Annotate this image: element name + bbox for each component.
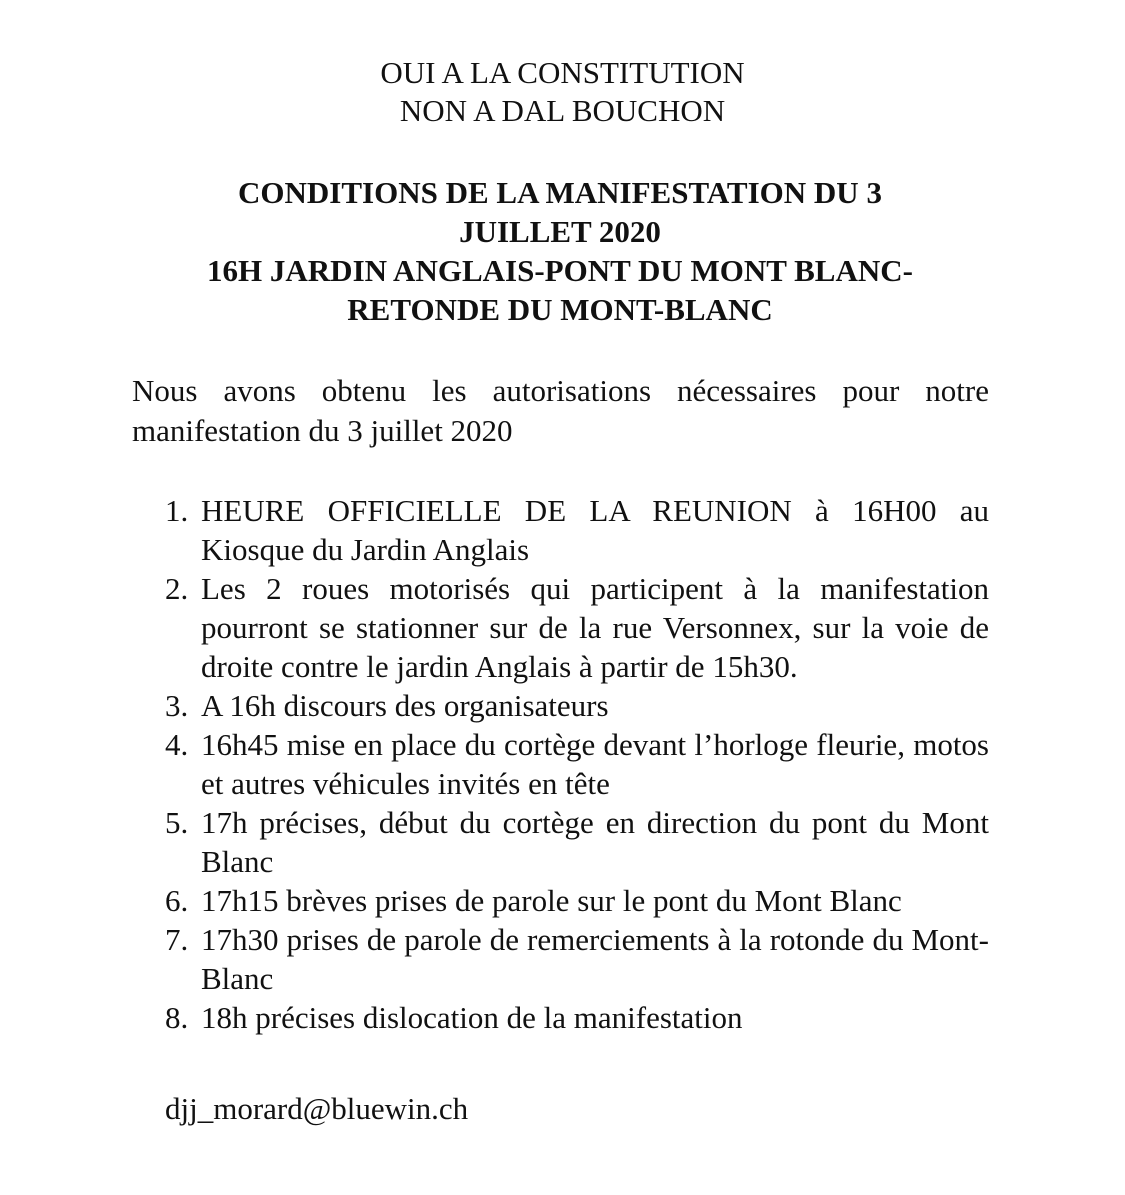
list-item	[165, 998, 989, 1037]
list-item-text: Les 2 roues motorisés qui participent à la manifestation pourront se stationner sur de la rue Versonnex, sur la voie de droite contre le jardin Anglais à partir de 15h30.	[201, 571, 989, 684]
list-item	[165, 803, 989, 881]
schedule-list	[165, 491, 989, 1037]
contact-email: djj_morard@bluewin.ch	[165, 1091, 469, 1126]
list-item	[165, 569, 989, 686]
list-item-text: A 16h discours des organisateurs	[201, 688, 609, 723]
list-item-number: 6.	[165, 883, 189, 918]
list-item-number: 3.	[165, 688, 189, 723]
list-item-text: 18h précises dislocation de la manifestation	[201, 1000, 743, 1035]
list-item-number: 7.	[165, 922, 189, 957]
title-line-2: JUILLET 2020	[459, 214, 661, 249]
list-item-number: 2.	[165, 571, 189, 606]
list-item-number: 8.	[165, 1000, 189, 1035]
title-line-3: 16H JARDIN ANGLAIS-PONT DU MONT BLANC-	[207, 253, 913, 288]
title-line-4: RETONDE DU MONT-BLANC	[347, 292, 773, 327]
list-item-text: 17h30 prises de parole de remerciements à la rotonde du Mont-Blanc	[201, 922, 989, 996]
list-item-number: 4.	[165, 727, 189, 762]
slogan-line-2: NON A DAL BOUCHON	[399, 93, 726, 128]
list-item-number: 5.	[165, 805, 189, 840]
intro-paragraph: Nous avons obtenu les autorisations nécessaires pour notre manifestation du 3 juillet 2020	[132, 373, 989, 448]
list-item-text: HEURE OFFICIELLE DE LA REUNION à 16H00 au Kiosque du Jardin Anglais	[201, 493, 989, 567]
list-item-number: 1.	[165, 493, 189, 528]
list-item-text: 17h précises, début du cortège en direction du pont du Mont Blanc	[201, 805, 989, 879]
slogan-line-1: OUI A LA CONSTITUTION	[380, 55, 745, 90]
title-line-1: CONDITIONS DE LA MANIFESTATION DU 3	[238, 175, 882, 210]
list-item-text: 16h45 mise en place du cortège devant l’horloge fleurie, motos et autres véhicules invités en tête	[201, 727, 989, 801]
document-title	[130, 173, 990, 329]
list-item	[165, 686, 989, 725]
list-item	[165, 881, 989, 920]
slogan-header	[0, 54, 1125, 130]
list-item	[165, 725, 989, 803]
list-item	[165, 491, 989, 569]
list-item	[165, 920, 989, 998]
list-item-text: 17h15 brèves prises de parole sur le pont du Mont Blanc	[201, 883, 902, 918]
